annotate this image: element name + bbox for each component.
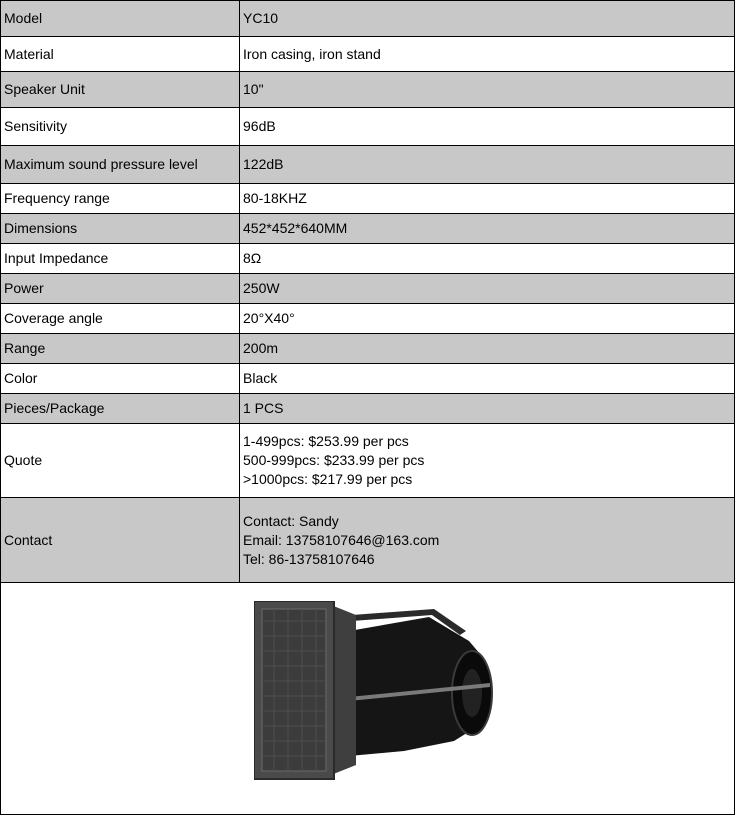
spec-row-dimensions bbox=[1, 214, 735, 244]
spec-label: Speaker Unit bbox=[1, 72, 240, 108]
product-image-wrap bbox=[4, 583, 736, 814]
spec-label: Color bbox=[1, 364, 240, 394]
spec-value: 10" bbox=[240, 72, 735, 108]
product-image-cell bbox=[1, 583, 735, 815]
spec-row-color bbox=[1, 364, 735, 394]
quote-line: 500-999pcs: $233.99 per pcs bbox=[243, 452, 425, 468]
quote-line: 1-499pcs: $253.99 per pcs bbox=[243, 433, 409, 449]
spec-value: 452*452*640MM bbox=[240, 214, 735, 244]
spec-label: Model bbox=[1, 1, 240, 37]
quote-label: Quote bbox=[1, 424, 240, 498]
spec-row-quote bbox=[1, 424, 735, 498]
spec-label: Pieces/Package bbox=[1, 394, 240, 424]
spec-label: Power bbox=[1, 274, 240, 304]
spec-value: Iron casing, iron stand bbox=[240, 37, 735, 72]
spec-value: 20°X40° bbox=[240, 304, 735, 334]
spec-row-image bbox=[1, 583, 735, 815]
spec-row-sensitivity bbox=[1, 108, 735, 146]
spec-row-contact bbox=[1, 498, 735, 583]
spec-value: 1 PCS bbox=[240, 394, 735, 424]
spec-label: Range bbox=[1, 334, 240, 364]
spec-row-model bbox=[1, 1, 735, 37]
spec-label: Coverage angle bbox=[1, 304, 240, 334]
spec-value: 80-18KHZ bbox=[240, 184, 735, 214]
spec-row-material bbox=[1, 37, 735, 72]
contact-label: Contact bbox=[1, 498, 240, 583]
spec-label: Input Impedance bbox=[1, 244, 240, 274]
spec-value: Black bbox=[240, 364, 735, 394]
spec-value: 250W bbox=[240, 274, 735, 304]
spec-row-pieces bbox=[1, 394, 735, 424]
contact-value bbox=[240, 498, 735, 583]
spec-value: 122dB bbox=[240, 146, 735, 184]
spec-row-power bbox=[1, 274, 735, 304]
spec-value: 8Ω bbox=[240, 244, 735, 274]
spec-row-range bbox=[1, 334, 735, 364]
spec-row-speaker-unit bbox=[1, 72, 735, 108]
spec-label: Frequency range bbox=[1, 184, 240, 214]
spec-label: Maximum sound pressure level bbox=[1, 146, 240, 184]
spec-value: YC10 bbox=[240, 1, 735, 37]
spec-value: 96dB bbox=[240, 108, 735, 146]
horn-speaker-image bbox=[254, 601, 494, 781]
spec-row-impedance bbox=[1, 244, 735, 274]
spec-row-frequency bbox=[1, 184, 735, 214]
quote-value bbox=[240, 424, 735, 498]
spec-label: Sensitivity bbox=[1, 108, 240, 146]
contact-phone: Tel: 86-13758107646 bbox=[243, 550, 375, 567]
spec-label: Dimensions bbox=[1, 214, 240, 244]
contact-email[interactable]: Email: 13758107646@163.com bbox=[243, 531, 440, 548]
spec-row-coverage bbox=[1, 304, 735, 334]
contact-line: Contact: Sandy bbox=[243, 512, 339, 529]
spec-label: Material bbox=[1, 37, 240, 72]
spec-row-max-spl bbox=[1, 146, 735, 184]
spec-value: 200m bbox=[240, 334, 735, 364]
quote-line: >1000pcs: $217.99 per pcs bbox=[243, 471, 413, 487]
